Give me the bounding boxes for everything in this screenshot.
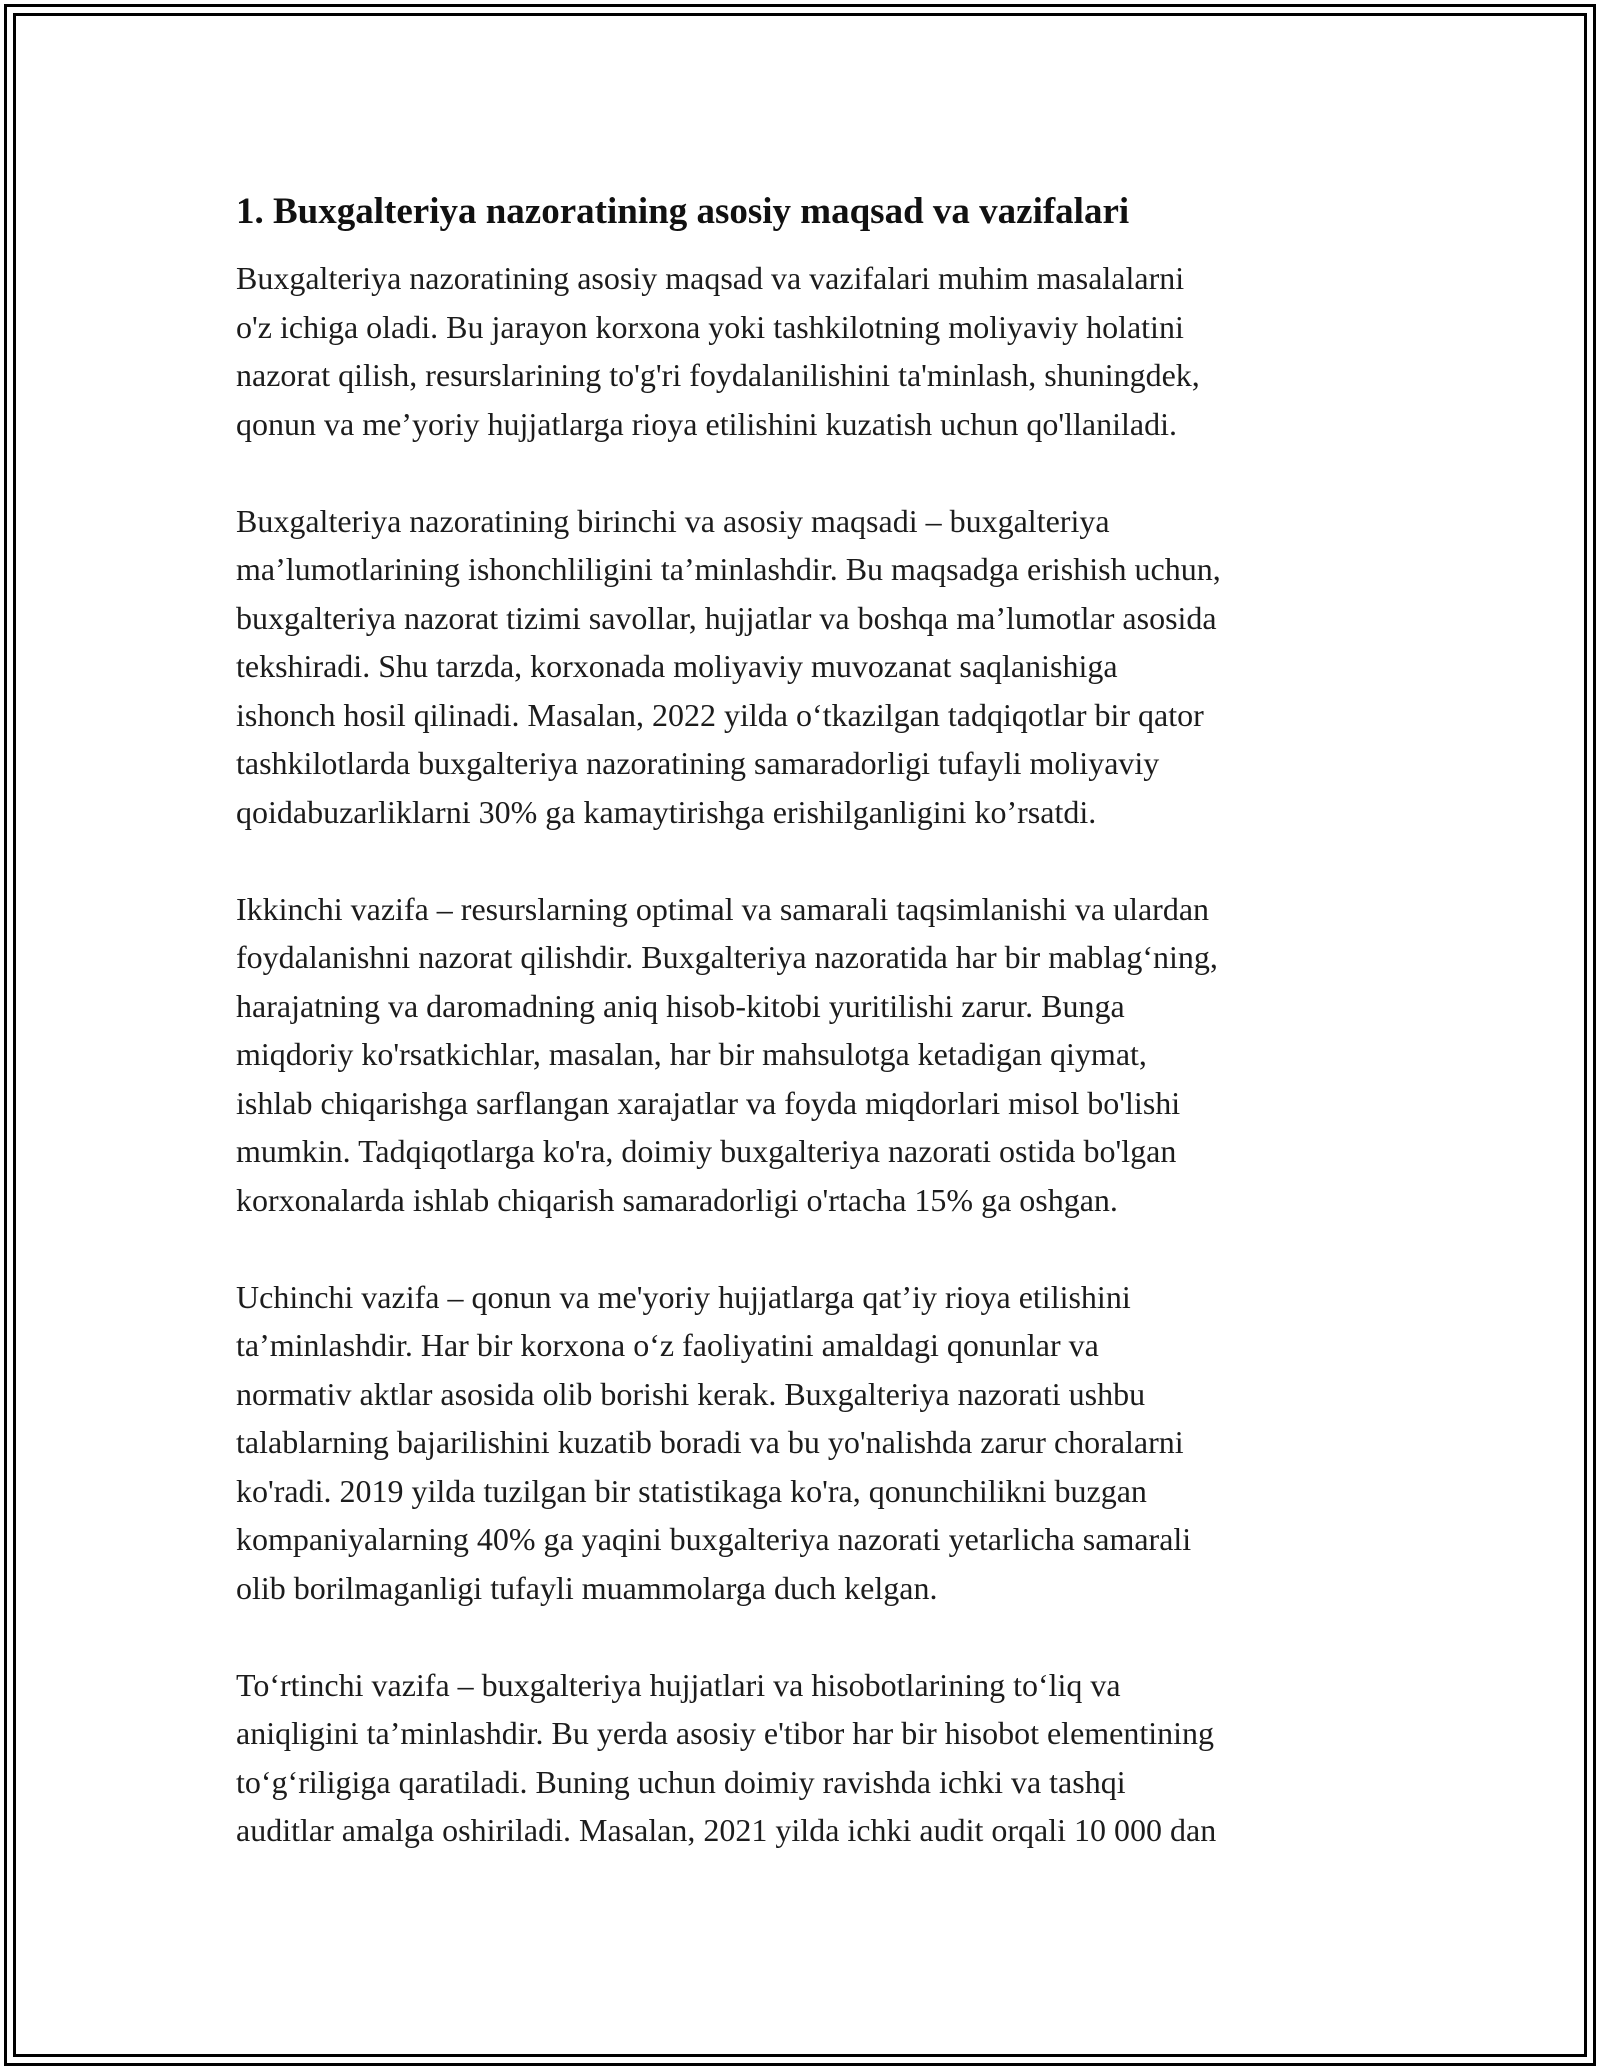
document-body bbox=[236, 188, 1386, 1903]
paragraph-line: Buxgalteriya nazoratining asosiy maqsad va vazifalari muhim masalalarni bbox=[236, 260, 1185, 296]
paragraph-line: foydalanishni nazorat qilishdir. Buxgalteriya nazoratida har bir mablag‘ning, bbox=[236, 939, 1218, 975]
paragraph-line: harajatning va daromadning aniq hisob-kitobi yuritilishi zarur. Bunga bbox=[236, 987, 1125, 1024]
paragraph-line: kompaniyalarning 40% ga yaqini buxgalteriya nazorati yetarlicha samarali bbox=[236, 1521, 1192, 1557]
paragraph-line: ta’minlashdir. Har bir korxona o‘z faoliyatini amaldagi qonunlar va bbox=[236, 1327, 1099, 1363]
paragraph-first-goal bbox=[236, 497, 1386, 837]
paragraph-line: Ikkinchi vazifa – resurslarning optimal va samarali taqsimlanishi va ulardan bbox=[236, 890, 1210, 927]
paragraph-line: normativ aktlar asosida olib borishi kerak. Buxgalteriya nazorati ushbu bbox=[236, 1375, 1146, 1412]
paragraph-third-task bbox=[236, 1273, 1386, 1613]
paragraph-second-task bbox=[236, 885, 1386, 1225]
paragraph-line: talablarning bajarilishini kuzatib boradi va bu yo'nalishda zarur choralarni bbox=[236, 1424, 1184, 1460]
paragraph-line: korxonalarda ishlab chiqarish samaradorligi o'rtacha 15% ga oshgan. bbox=[236, 1181, 1118, 1218]
paragraph-intro bbox=[236, 254, 1386, 448]
paragraph-line: ko'radi. 2019 yilda tuzilgan bir statistikaga ko'ra, qonunchilikni buzgan bbox=[236, 1472, 1147, 1509]
paragraph-line: buxgalteriya nazorat tizimi savollar, hujjatlar va boshqa ma’lumotlar asosida bbox=[236, 599, 1217, 636]
paragraph-line: ishlab chiqarishga sarflangan xarajatlar va foyda miqdorlari misol bo'lishi bbox=[236, 1084, 1181, 1121]
paragraph-line: ma’lumotlarining ishonchliligini ta’minlashdir. Bu maqsadga erishish uchun, bbox=[236, 551, 1221, 587]
paragraph-line: auditlar amalga oshiriladi. Masalan, 2021 yilda ichki audit orqali 10 000 dan bbox=[236, 1812, 1217, 1848]
paragraph-line: to‘g‘riligiga qaratiladi. Buning uchun doimiy ravishda ichki va tashqi bbox=[236, 1763, 1126, 1800]
section-heading: 1. Buxgalteriya nazoratining asosiy maqsad va vazifalari bbox=[236, 191, 1130, 232]
paragraph-line: aniqligini ta’minlashdir. Bu yerda asosiy e'tibor har bir hisobot elementining bbox=[236, 1715, 1215, 1751]
paragraph-line: tashkilotlarda buxgalteriya nazoratining samaradorligi tufayli moliyaviy bbox=[236, 745, 1160, 781]
paragraph-line: mumkin. Tadqiqotlarga ko'ra, doimiy buxgalteriya nazorati ostida bo'lgan bbox=[236, 1133, 1177, 1169]
paragraph-line: tekshiradi. Shu tarzda, korxonada moliyaviy muvozanat saqlanishiga bbox=[236, 648, 1118, 684]
paragraph-line: ishonch hosil qilinadi. Masalan, 2022 yilda o‘tkazilgan tadqiqotlar bir qator bbox=[236, 696, 1204, 733]
paragraph-line: To‘rtinchi vazifa – buxgalteriya hujjatlari va hisobotlarining to‘liq va bbox=[236, 1666, 1121, 1703]
paragraph-line: Buxgalteriya nazoratining birinchi va asosiy maqsadi – buxgalteriya bbox=[236, 502, 1110, 539]
paragraph-line: olib borilmaganligi tufayli muammolarga duch kelgan. bbox=[236, 1569, 938, 1606]
paragraph-line: qonun va me’yoriy hujjatlarga rioya etilishini kuzatish uchun qo'llaniladi. bbox=[236, 405, 1177, 442]
paragraph-fourth-task bbox=[236, 1661, 1386, 1855]
paragraph-line: nazorat qilish, resurslarining to'g'ri foydalanilishini ta'minlash, shuningdek, bbox=[236, 357, 1200, 393]
paragraph-line: miqdoriy ko'rsatkichlar, masalan, har bir mahsulotga ketadigan qiymat, bbox=[236, 1036, 1147, 1072]
paragraph-line: Uchinchi vazifa – qonun va me'yoriy hujjatlarga qat’iy rioya etilishini bbox=[236, 1278, 1131, 1315]
paragraph-line: o'z ichiga oladi. Bu jarayon korxona yoki tashkilotning moliyaviy holatini bbox=[236, 308, 1184, 345]
paragraph-line: qoidabuzarliklarni 30% ga kamaytirishga erishilganligini ko’rsatdi. bbox=[236, 793, 1097, 830]
